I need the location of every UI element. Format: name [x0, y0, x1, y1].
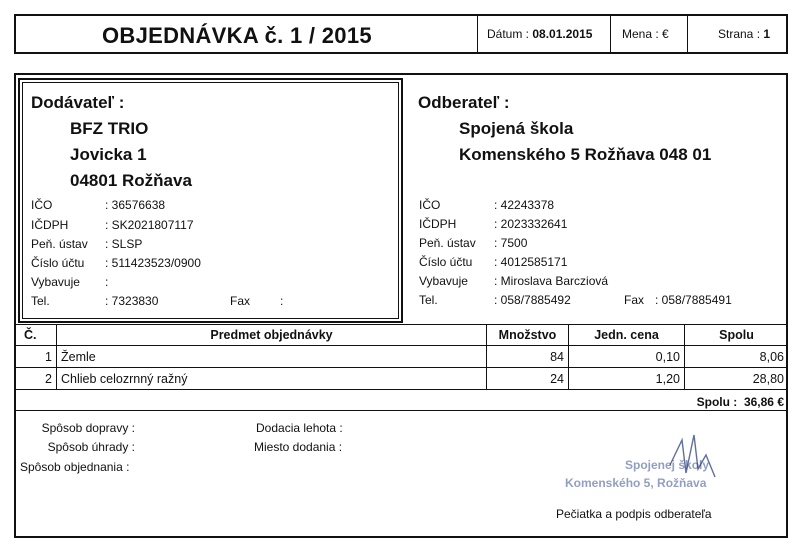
page-field	[718, 27, 770, 41]
supplier-name: BFZ TRIO	[70, 119, 149, 138]
supplier-fax-label: Fax	[230, 294, 251, 308]
customer-icdph-label: IČDPH	[419, 217, 457, 231]
page-label: Strana :	[718, 27, 761, 41]
date-field	[487, 27, 592, 41]
customer-tel-value: : 058/7885492	[494, 293, 571, 307]
supplier-tel-value: : 7323830	[105, 294, 159, 308]
customer-account-label: Číslo účtu	[419, 255, 473, 269]
signature-mark	[660, 425, 730, 495]
customer-bank-value: : 7500	[494, 236, 528, 250]
table-row-rule	[14, 367, 788, 368]
supplier-heading: Dodávateľ :	[31, 93, 125, 112]
column-header-total: Spolu	[719, 328, 754, 342]
header-divider	[610, 14, 611, 54]
row-item: Chlieb celozrnný ražný	[61, 372, 188, 386]
row-quantity: 84	[550, 350, 564, 364]
customer-address: Komenského 5 Rožňava 048 01	[459, 145, 712, 164]
supplier-ico-label: IČO	[31, 198, 53, 212]
header-divider	[687, 14, 688, 54]
supplier-icdph-label: IČDPH	[31, 218, 69, 232]
table-top-rule	[14, 324, 788, 325]
customer-name: Spojená škola	[459, 119, 574, 138]
table-sum-rule	[486, 410, 788, 411]
grand-total-label: Spolu :	[696, 395, 738, 409]
currency-field: Mena : €	[622, 27, 669, 41]
column-header-unit-price: Jedn. cena	[594, 328, 659, 342]
row-number: 2	[45, 372, 52, 386]
customer-ico-value: : 42243378	[494, 198, 555, 212]
supplier-contact-value: :	[105, 275, 109, 289]
signature-label: Pečiatka a podpis odberateľa	[556, 507, 712, 521]
row-unit-price: 1,20	[655, 372, 680, 386]
supplier-account-label: Číslo účtu	[31, 256, 85, 270]
customer-heading: Odberateľ :	[418, 93, 510, 112]
supplier-tel-label: Tel.	[31, 294, 50, 308]
supplier-fax-value: :	[280, 294, 284, 308]
customer-contact-value: : Miroslava Barcziová	[494, 274, 609, 288]
supplier-bank-label: Peň. ústav	[31, 237, 88, 251]
column-header-number: Č.	[24, 328, 37, 342]
customer-fax-label: Fax	[624, 293, 645, 307]
table-row-rule	[14, 389, 788, 390]
customer-tel-label: Tel.	[419, 293, 438, 307]
row-total: 28,80	[752, 372, 784, 386]
customer-icdph-value: : 2023332641	[494, 217, 568, 231]
grand-total-value: 36,86 €	[743, 395, 784, 409]
supplier-icdph-value: : SK2021807117	[105, 218, 194, 232]
row-total: 8,06	[759, 350, 784, 364]
grand-total	[600, 395, 784, 409]
customer-ico-label: IČO	[419, 198, 441, 212]
stamp-line: Komenského 5, Rožňava	[565, 476, 707, 490]
customer-fax-value: : 058/7885491	[655, 293, 732, 307]
column-header-item: Predmet objednávky	[210, 328, 333, 342]
customer-contact-label: Vybavuje	[419, 274, 468, 288]
supplier-city: 04801 Rožňava	[70, 171, 192, 190]
table-footer-rule	[14, 410, 486, 411]
column-header-quantity: Množstvo	[498, 328, 557, 342]
row-unit-price: 0,10	[655, 350, 680, 364]
payment-label: Spôsob úhrady :	[47, 440, 135, 454]
date-value: 08.01.2015	[532, 27, 593, 41]
date-label: Dátum :	[487, 27, 530, 41]
supplier-bank-value: : SLSP	[105, 237, 143, 251]
page-value: 1	[763, 27, 771, 41]
row-item: Žemle	[61, 350, 96, 364]
delivery-term-label: Dodacia lehota :	[256, 421, 343, 435]
order-title: OBJEDNÁVKA č. 1 / 2015	[102, 23, 372, 48]
supplier-ico-value: : 36576638	[105, 198, 166, 212]
supplier-account-value: : 511423523/0900	[105, 256, 201, 270]
row-quantity: 24	[550, 372, 564, 386]
customer-bank-label: Peň. ústav	[419, 236, 476, 250]
supplier-contact-label: Vybavuje	[31, 275, 80, 289]
customer-account-value: : 4012585171	[494, 255, 568, 269]
order-method-label: Spôsob objednania :	[20, 460, 130, 474]
transport-label: Spôsob dopravy :	[41, 421, 135, 435]
header-divider	[477, 14, 478, 54]
table-header-rule	[14, 345, 788, 346]
stamp-line: Spojenej školy	[625, 458, 710, 472]
delivery-place-label: Miesto dodania :	[254, 440, 343, 454]
row-number: 1	[45, 350, 52, 364]
supplier-street: Jovicka 1	[70, 145, 147, 164]
